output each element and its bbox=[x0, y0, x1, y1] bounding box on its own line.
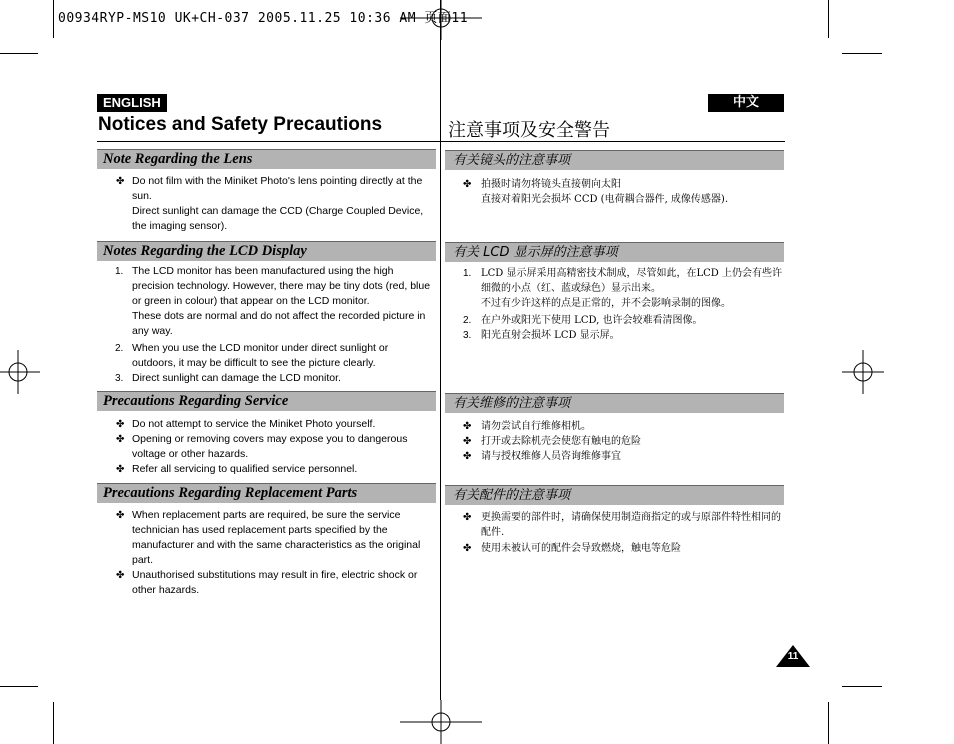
item-text: 拍摄时请勿将镜头直接朝向太阳 bbox=[481, 179, 621, 190]
list-item: Unauthorised substitutions may result in fire, electric shock or other hazards. bbox=[132, 569, 418, 596]
section-heading-lens-zh bbox=[445, 150, 784, 170]
page-title-en: Notices and Safety Precautions bbox=[98, 114, 383, 135]
section-title: Notes Regarding the LCD Display bbox=[103, 243, 307, 259]
list-item bbox=[132, 264, 436, 339]
bullet-marker: ✤ bbox=[116, 510, 125, 521]
section-title: 有关配件的注意事项 bbox=[453, 488, 571, 503]
list-item: Opening or removing covers may expose you to dangerous voltage or other hazards. bbox=[132, 433, 408, 460]
bullet-marker: ✤ bbox=[116, 419, 125, 430]
list-item: 更换需要的部件时，请确保使用制造商指定的或与原部件特性相同的配件. bbox=[481, 512, 781, 538]
section-title: Note Regarding the Lens bbox=[103, 151, 253, 167]
page-number: 11 bbox=[787, 651, 799, 662]
list-item: When replacement parts are required, be sure the service technician has used replacement parts specified by the manufacturer and with the same characteristics as the original part. bbox=[132, 509, 421, 566]
chinese-badge: 中文 bbox=[708, 94, 784, 112]
section-heading-lcd-en bbox=[97, 241, 436, 261]
list-item: When you use the LCD monitor under direct sunlight or outdoors, it may be difficult to see the picture clearly. bbox=[132, 342, 389, 369]
list-number: 3. bbox=[463, 330, 472, 341]
list-number: 1. bbox=[115, 266, 124, 277]
list-item: 阳光直射会损坏 LCD 显示屏。 bbox=[481, 330, 620, 341]
item-text: The LCD monitor has been manufactured using the high precision technology. However, there may be tiny dots (red, blue or green in colour) that appear on the LCD monitor. bbox=[132, 265, 431, 307]
list-number: 1. bbox=[463, 268, 472, 279]
item-subtext: These dots are normal and do not affect the recorded picture in any way. bbox=[132, 310, 426, 337]
list-item: 打开或去除机壳会使您有触电的危险 bbox=[481, 436, 641, 447]
section-title: 有关 LCD 显示屏的注意事项 bbox=[453, 245, 618, 260]
list-item: 请与授权维修人员咨询维修事宜 bbox=[481, 451, 621, 462]
page-title-zh: 注意事项及安全警告 bbox=[448, 120, 610, 141]
list-item bbox=[481, 177, 781, 207]
bullet-marker: ✤ bbox=[463, 421, 472, 432]
bullet-marker: ✤ bbox=[116, 464, 125, 475]
section-heading-parts-en bbox=[97, 483, 436, 503]
list-item: Direct sunlight can damage the LCD monitor. bbox=[132, 372, 341, 384]
list-item: 请勿尝试自行维修相机。 bbox=[481, 421, 591, 432]
item-text: LCD 显示屏采用高精密技术制成，尽管如此，在LCD 上仍会有些许细微的小点（红、蓝或绿色）显示出来。 bbox=[481, 268, 782, 294]
bullet-marker: ✤ bbox=[116, 434, 125, 445]
list-item: Refer all servicing to qualified service personnel. bbox=[132, 463, 358, 475]
list-item: Do not attempt to service the Miniket Photo yourself. bbox=[132, 418, 376, 430]
section-title: Precautions Regarding Service bbox=[103, 393, 289, 409]
list-item bbox=[132, 174, 434, 234]
section-heading-parts-zh bbox=[445, 485, 784, 505]
item-subtext: 不过有少许这样的点是正常的，并不会影响录制的图像。 bbox=[481, 298, 731, 309]
section-title: 有关维修的注意事项 bbox=[453, 396, 571, 411]
english-badge: ENGLISH bbox=[97, 94, 167, 112]
bullet-marker: ✤ bbox=[463, 179, 472, 190]
list-number: 3. bbox=[115, 373, 124, 384]
bullet-marker: ✤ bbox=[463, 512, 472, 523]
section-heading-lens-en bbox=[97, 149, 436, 169]
section-heading-service-zh bbox=[445, 393, 784, 413]
item-subtext: Direct sunlight can damage the CCD (Charge Coupled Device, the imaging sensor). bbox=[132, 205, 424, 232]
bullet-marker: ✤ bbox=[116, 570, 125, 581]
section-title: 有关镜头的注意事项 bbox=[453, 153, 571, 168]
item-subtext: 直接对着阳光会损坏 CCD (电荷耦合器件, 成像传感器). bbox=[481, 194, 729, 205]
bullet-marker: ✤ bbox=[463, 451, 472, 462]
title-rule bbox=[97, 141, 785, 142]
section-heading-lcd-zh bbox=[445, 242, 784, 262]
list-item bbox=[481, 266, 783, 311]
section-title: Precautions Regarding Replacement Parts bbox=[103, 485, 358, 501]
list-item: 使用未被认可的配件会导致燃烧，触电等危险 bbox=[481, 543, 681, 554]
bullet-marker: ✤ bbox=[116, 176, 125, 187]
bullet-marker: ✤ bbox=[463, 436, 472, 447]
bullet-marker: ✤ bbox=[463, 543, 472, 554]
print-header: 00934RYP-MS10 UK+CH-037 2005.11.25 10:36 AM 页面11 bbox=[58, 11, 469, 26]
item-text: Do not film with the Miniket Photo's lens pointing directly at the sun. bbox=[132, 175, 423, 202]
list-number: 2. bbox=[463, 315, 472, 326]
list-item: 在户外或阳光下使用 LCD, 也许会较难看清图像。 bbox=[481, 315, 703, 326]
section-heading-service-en bbox=[97, 391, 436, 411]
list-number: 2. bbox=[115, 343, 124, 354]
